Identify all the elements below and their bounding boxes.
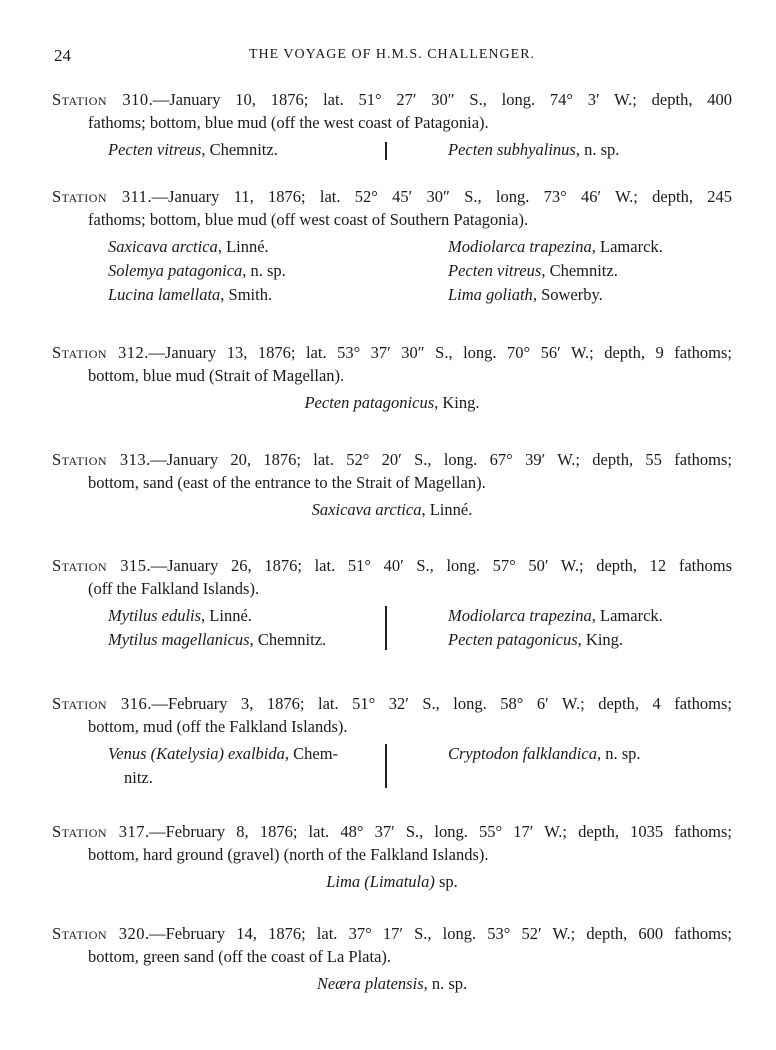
species-item: Lima (Limatula) sp. [326, 872, 458, 891]
station-description [52, 341, 732, 387]
species-item: Venus (Katelysia) exalbida, Chem- nitz. [108, 744, 339, 787]
species-list [52, 742, 732, 792]
station-description [52, 88, 732, 134]
station-label: Station 316 [52, 694, 148, 713]
station-entry [52, 554, 732, 654]
column-divider [385, 744, 387, 788]
station-line1: .—February 8, 1876; lat. 48° 37′ S., long. 55° 17′ W.; depth, 1035 fathoms; [144, 822, 733, 841]
species-item: Saxicava arctica, Linné. [108, 237, 269, 256]
station-description [52, 922, 732, 968]
page-number: 24 [54, 46, 71, 65]
station-description [52, 692, 732, 738]
station-label: Station 311 [52, 187, 148, 206]
species-list [52, 604, 732, 654]
station-line2: fathoms; bottom, blue mud (off the west coast of Patagonia). [88, 113, 489, 132]
station-label: Station 317 [52, 822, 145, 841]
station-line1: .—February 14, 1876; lat. 37° 17′ S., long. 53° 52′ W.; depth, 600 fathoms; [144, 924, 733, 943]
station-label: Station 313 [52, 450, 147, 469]
species-item: Cryptodon falklandica, n. sp. [448, 744, 641, 763]
species-item: Saxicava arctica, Linné. [311, 500, 473, 519]
species-item: Neæra platensis, n. sp. [316, 974, 468, 993]
station-line1: .—February 3, 1876; lat. 51° 32′ S., long. 58° 6′ W.; depth, 4 fathoms; [147, 694, 733, 713]
station-description [52, 185, 732, 231]
station-label: Station 315 [52, 556, 147, 575]
species-item: Lucina lamellata, Smith. [108, 285, 273, 304]
station-label: Station 310 [52, 90, 149, 109]
species-item: Modiolarca trapezina, Lamarck. [448, 237, 663, 256]
station-line1: .—January 20, 1876; lat. 52° 20′ S., long. 67° 39′ W.; depth, 55 fathoms; [146, 450, 732, 469]
station-entry [52, 692, 732, 792]
species-item: Mytilus edulis, Linné. [108, 606, 252, 625]
station-line2: bottom, hard ground (gravel) (north of the Falkland Islands). [88, 845, 489, 864]
species-item: Pecten patagonicus, King. [304, 393, 480, 412]
station-label: Station 312 [52, 343, 145, 362]
running-title: THE VOYAGE OF H.M.S. CHALLENGER. [248, 47, 536, 62]
species-list [52, 235, 732, 309]
station-line2: bottom, sand (east of the entrance to the Strait of Magellan). [88, 473, 486, 492]
station-line2: bottom, blue mud (Strait of Magellan). [88, 366, 345, 385]
station-line2: (off the Falkland Islands). [88, 579, 260, 598]
station-line1: .—January 13, 1876; lat. 53° 37′ 30″ S., long. 70° 56′ W.; depth, 9 fathoms; [144, 343, 732, 362]
species-item: Solemya patagonica, n. sp. [108, 261, 286, 280]
page-header [54, 46, 730, 68]
station-line2: bottom, green sand (off the coast of La Plata). [88, 947, 392, 966]
station-entry [52, 341, 732, 415]
species-item: Pecten vitreus, Chemnitz. [448, 261, 618, 280]
station-description [52, 554, 732, 600]
column-divider [385, 606, 387, 650]
station-line1: .—January 10, 1876; lat. 51° 27′ 30″ S., long. 74° 3′ W.; depth, 400 [148, 90, 732, 109]
species-item: Pecten vitreus, Chemnitz. [108, 140, 278, 159]
station-line2: bottom, mud (off the Falkland Islands). [88, 717, 348, 736]
station-entry [52, 922, 732, 996]
species-item: Pecten patagonicus, King. [448, 630, 624, 649]
station-entry [52, 448, 732, 522]
column-divider [385, 142, 387, 160]
species-item: Lima goliath, Sowerby. [448, 285, 603, 304]
station-line2: fathoms; bottom, blue mud (off west coast of Southern Patagonia). [88, 210, 529, 229]
station-entry [52, 820, 732, 894]
station-entry [52, 88, 732, 164]
station-entry [52, 185, 732, 309]
species-item: Modiolarca trapezina, Lamarck. [448, 606, 663, 625]
station-line1: .—January 26, 1876; lat. 51° 40′ S., long. 57° 50′ W.; depth, 12 fathoms [146, 556, 732, 575]
species-item: Pecten subhyalinus, n. sp. [448, 140, 620, 159]
station-description [52, 448, 732, 494]
station-label: Station 320 [52, 924, 145, 943]
species-list [52, 138, 732, 164]
species-item: Mytilus magellanicus, Chemnitz. [108, 630, 327, 649]
station-line1: .—January 11, 1876; lat. 52° 45′ 30″ S., long. 73° 46′ W.; depth, 245 [147, 187, 732, 206]
station-description [52, 820, 732, 866]
